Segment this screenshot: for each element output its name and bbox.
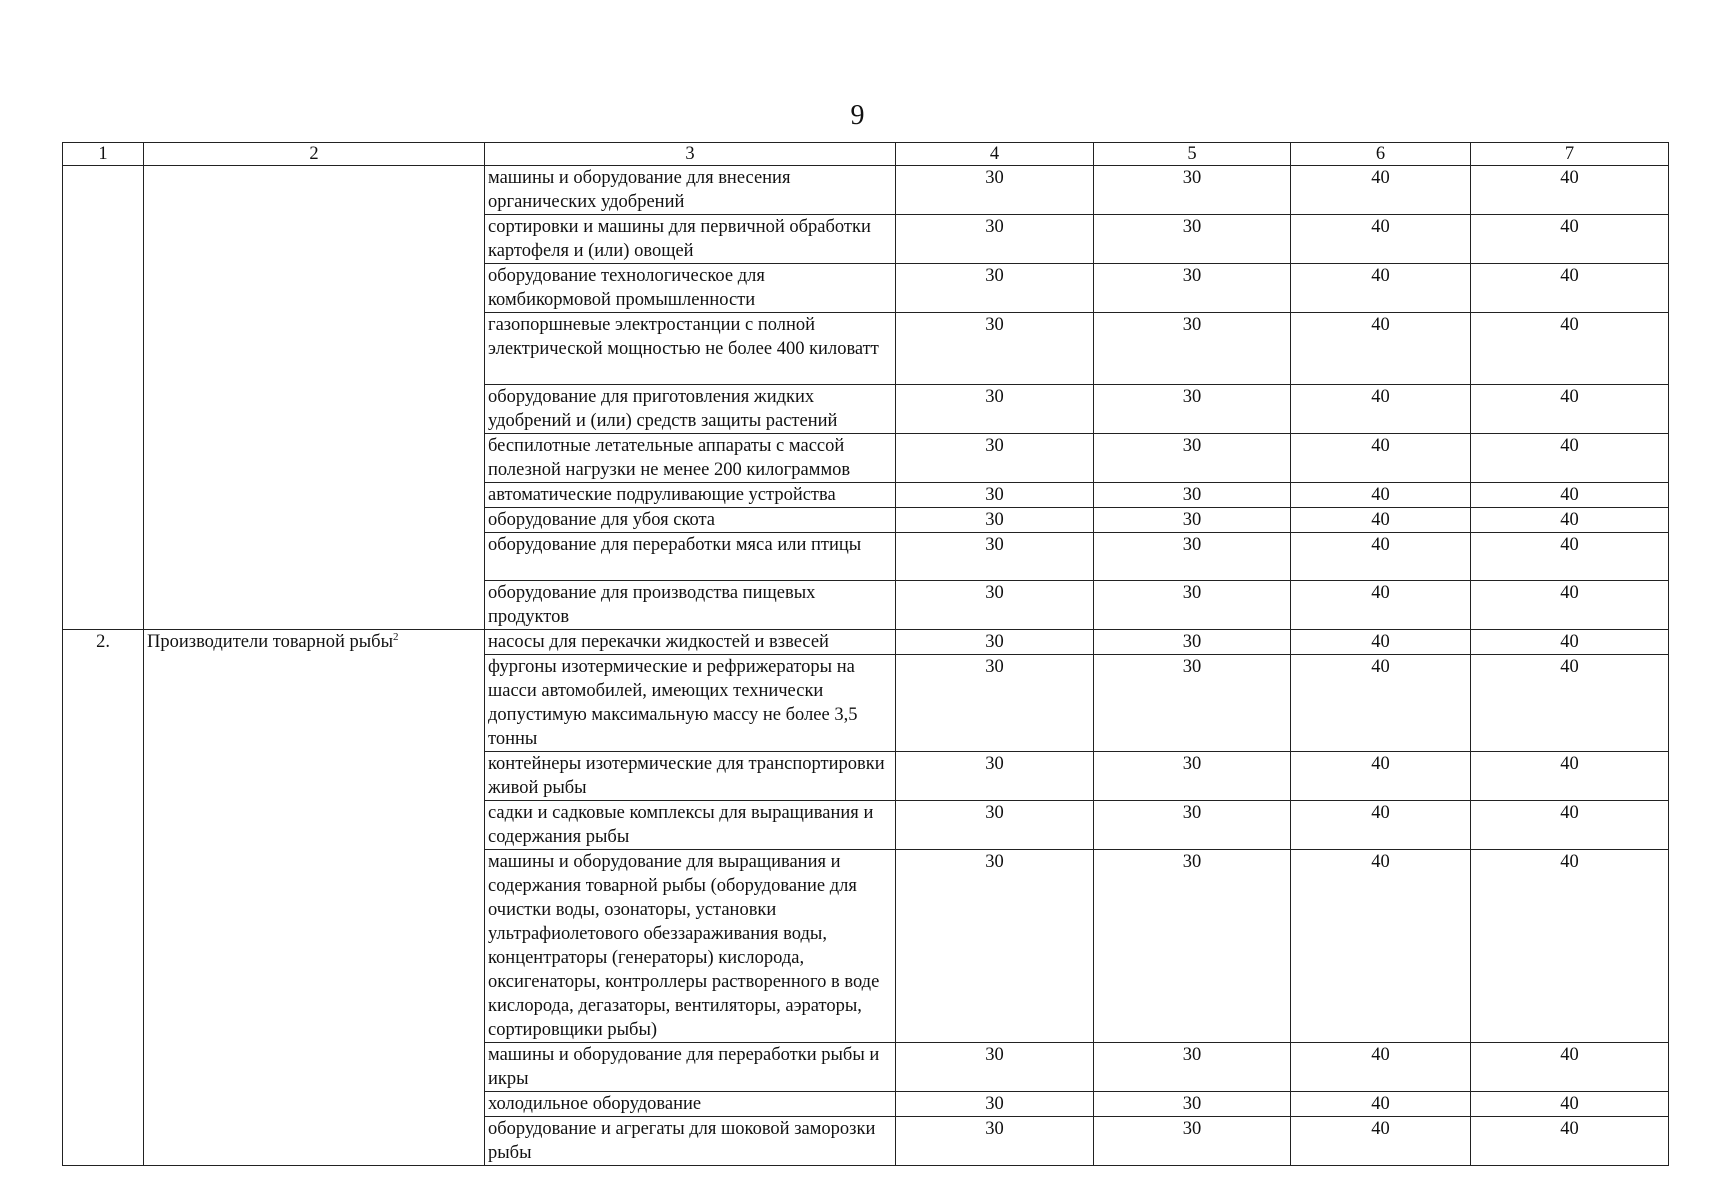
rate-value-col4: 30 (896, 385, 1094, 434)
header-row (63, 143, 1669, 166)
rate-value-col5: 30 (1094, 508, 1291, 533)
rate-value-col6: 40 (1291, 752, 1471, 801)
rate-value-col7: 40 (1471, 508, 1669, 533)
rate-value-col4: 30 (896, 801, 1094, 850)
table-row (63, 630, 1669, 655)
equipment-label: насосы для перекачки жидкостей и взвесей (485, 630, 896, 655)
group-number: 2. (63, 630, 144, 1166)
rate-value-col4: 30 (896, 166, 1094, 215)
rate-value-col6: 40 (1291, 581, 1471, 630)
rate-value-col6: 40 (1291, 801, 1471, 850)
rate-value-col5: 30 (1094, 533, 1291, 581)
rate-value-col7: 40 (1471, 533, 1669, 581)
rate-value-col7: 40 (1471, 385, 1669, 434)
rate-value-col7: 40 (1471, 313, 1669, 385)
rate-value-col4: 30 (896, 313, 1094, 385)
subsidy-rates-table (62, 142, 1669, 1166)
equipment-label: машины и оборудование для выращивания и содержания товарной рыбы (оборудование для очистки воды, озонаторы, установки ультрафиолетового обеззараживания воды, концентраторы (генераторы) кислорода, оксигенаторы, контроллеры растворенного в воде кислорода, дегазаторы, вентиляторы, аэраторы, сортировщики рыбы) (485, 850, 896, 1043)
rate-value-col5: 30 (1094, 1092, 1291, 1117)
equipment-label: оборудование для производства пищевых продуктов (485, 581, 896, 630)
rate-value-col5: 30 (1094, 655, 1291, 752)
rate-value-col5: 30 (1094, 385, 1291, 434)
rate-value-col4: 30 (896, 581, 1094, 630)
header-cell: 2 (144, 143, 485, 166)
rate-value-col6: 40 (1291, 313, 1471, 385)
rate-value-col6: 40 (1291, 1092, 1471, 1117)
rate-value-col7: 40 (1471, 1117, 1669, 1166)
rate-value-col4: 30 (896, 655, 1094, 752)
rate-value-col5: 30 (1094, 630, 1291, 655)
rate-value-col6: 40 (1291, 655, 1471, 752)
rate-value-col4: 30 (896, 434, 1094, 483)
rate-value-col6: 40 (1291, 264, 1471, 313)
group-name-cell (144, 166, 485, 630)
equipment-label: оборудование и агрегаты для шоковой заморозки рыбы (485, 1117, 896, 1166)
rate-value-col4: 30 (896, 1092, 1094, 1117)
rate-value-col7: 40 (1471, 1092, 1669, 1117)
header-cell: 5 (1094, 143, 1291, 166)
rate-value-col4: 30 (896, 1043, 1094, 1092)
rate-value-col6: 40 (1291, 533, 1471, 581)
equipment-label: фургоны изотермические и рефрижераторы на шасси автомобилей, имеющих технически допустимую максимальную массу не более 3,5 тонны (485, 655, 896, 752)
rate-value-col6: 40 (1291, 1117, 1471, 1166)
rate-value-col5: 30 (1094, 1117, 1291, 1166)
rate-value-col4: 30 (896, 533, 1094, 581)
equipment-label: холодильное оборудование (485, 1092, 896, 1117)
rate-value-col7: 40 (1471, 434, 1669, 483)
rate-value-col7: 40 (1471, 581, 1669, 630)
rate-value-col6: 40 (1291, 215, 1471, 264)
rate-value-col7: 40 (1471, 655, 1669, 752)
equipment-label: садки и садковые комплексы для выращивания и содержания рыбы (485, 801, 896, 850)
rate-value-col7: 40 (1471, 752, 1669, 801)
rate-value-col7: 40 (1471, 166, 1669, 215)
rate-value-col5: 30 (1094, 166, 1291, 215)
rate-value-col4: 30 (896, 630, 1094, 655)
group-name: Производители товарной рыбы (147, 632, 394, 652)
equipment-label: газопоршневые электростанции с полной электрической мощностью не более 400 киловатт (485, 313, 896, 385)
rate-value-col4: 30 (896, 483, 1094, 508)
rate-value-col7: 40 (1471, 850, 1669, 1043)
rate-value-col6: 40 (1291, 434, 1471, 483)
equipment-label: машины и оборудование для внесения органических удобрений (485, 166, 896, 215)
header-cell: 3 (485, 143, 896, 166)
equipment-label: контейнеры изотермические для транспортировки живой рыбы (485, 752, 896, 801)
rate-value-col5: 30 (1094, 581, 1291, 630)
rate-value-col5: 30 (1094, 752, 1291, 801)
header-cell: 7 (1471, 143, 1669, 166)
rate-value-col5: 30 (1094, 801, 1291, 850)
rate-value-col4: 30 (896, 752, 1094, 801)
rate-value-col6: 40 (1291, 1043, 1471, 1092)
group-name-cell (144, 630, 485, 1166)
rate-value-col7: 40 (1471, 1043, 1669, 1092)
equipment-label: автоматические подруливающие устройства (485, 483, 896, 508)
rate-value-col5: 30 (1094, 483, 1291, 508)
rate-value-col6: 40 (1291, 385, 1471, 434)
rate-value-col6: 40 (1291, 630, 1471, 655)
equipment-label: сортировки и машины для первичной обработки картофеля и (или) овощей (485, 215, 896, 264)
rate-value-col5: 30 (1094, 434, 1291, 483)
equipment-label: оборудование для приготовления жидких удобрений и (или) средств защиты растений (485, 385, 896, 434)
rate-value-col6: 40 (1291, 850, 1471, 1043)
rate-value-col4: 30 (896, 508, 1094, 533)
page-number: 9 (850, 100, 865, 131)
equipment-label: беспилотные летательные аппараты с массой полезной нагрузки не менее 200 килограммов (485, 434, 896, 483)
footnote-mark: 2 (393, 630, 399, 643)
header-cell: 4 (896, 143, 1094, 166)
rate-value-col5: 30 (1094, 1043, 1291, 1092)
header-cell: 1 (63, 143, 144, 166)
equipment-label: оборудование для переработки мяса или птицы (485, 533, 896, 581)
rate-value-col4: 30 (896, 850, 1094, 1043)
rate-value-col4: 30 (896, 215, 1094, 264)
rate-value-col4: 30 (896, 264, 1094, 313)
rate-value-col7: 40 (1471, 801, 1669, 850)
rate-value-col6: 40 (1291, 508, 1471, 533)
header-cell: 6 (1291, 143, 1471, 166)
rate-value-col5: 30 (1094, 215, 1291, 264)
table-body (63, 143, 1669, 1166)
rate-value-col5: 30 (1094, 264, 1291, 313)
rate-value-col7: 40 (1471, 483, 1669, 508)
rate-value-col7: 40 (1471, 215, 1669, 264)
equipment-label: оборудование для убоя скота (485, 508, 896, 533)
rate-value-col6: 40 (1291, 483, 1471, 508)
rate-value-col7: 40 (1471, 264, 1669, 313)
rate-value-col4: 30 (896, 1117, 1094, 1166)
rate-value-col5: 30 (1094, 313, 1291, 385)
equipment-label: машины и оборудование для переработки рыбы и икры (485, 1043, 896, 1092)
table-row (63, 166, 1669, 215)
group-number (63, 166, 144, 630)
rate-value-col5: 30 (1094, 850, 1291, 1043)
rate-value-col6: 40 (1291, 166, 1471, 215)
equipment-label: оборудование технологическое для комбикормовой промышленности (485, 264, 896, 313)
rate-value-col7: 40 (1471, 630, 1669, 655)
